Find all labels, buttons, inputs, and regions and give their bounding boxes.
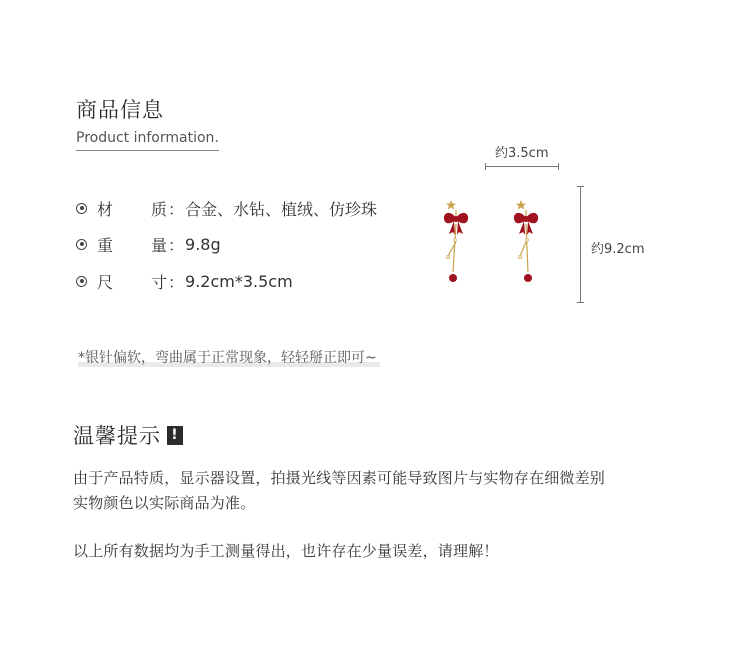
- care-note: *银针偏软，弯曲属于正常现象，轻轻掰正即可~: [78, 347, 380, 367]
- spec-label: 尺寸: [97, 272, 167, 292]
- spec-value: 9.2cm*3.5cm: [185, 271, 293, 291]
- tips-paragraph-1: 由于产品特质，显示器设置，拍摄光线等因素可能导致图片与实物存在细微差别: [73, 469, 606, 487]
- section-title-product-info: 商品信息: [76, 98, 164, 122]
- section-subtitle: Product information.: [76, 130, 219, 151]
- alert-icon: !: [167, 426, 183, 445]
- dimension-height-label: 约9.2cm: [591, 242, 645, 257]
- tips-paragraph-2: 实物颜色以实际商品为准。: [73, 494, 256, 512]
- earring-left-image: [441, 198, 471, 288]
- star-icon: [516, 200, 526, 210]
- width-dimension-line: [485, 166, 559, 167]
- spec-value: 9.8g: [185, 234, 221, 254]
- spec-row-material: [76, 196, 377, 220]
- section-title-tips: [73, 420, 183, 450]
- spec-row-weight: [76, 232, 221, 256]
- earring-right-image: [511, 198, 541, 288]
- bullet-icon: [76, 203, 87, 214]
- star-icon: [446, 200, 456, 210]
- tips-paragraph-3: 以上所有数据均为手工测量得出，也许存在少量误差，请理解！: [73, 542, 499, 560]
- spec-label: 材质: [97, 199, 167, 219]
- bullet-icon: [76, 239, 87, 250]
- spec-row-size: [76, 269, 293, 293]
- spec-label: 重量: [97, 235, 167, 255]
- spec-colon: ：: [168, 272, 185, 292]
- spec-value: 合金、水钻、植绒、仿珍珠: [185, 199, 378, 219]
- height-dimension-line: [580, 186, 581, 303]
- dimension-width-label: 约3.5cm: [495, 146, 549, 161]
- spec-colon: ：: [168, 235, 185, 255]
- tips-title-text: 温馨提示: [73, 424, 161, 448]
- bullet-icon: [76, 276, 87, 287]
- spec-colon: ：: [168, 199, 185, 219]
